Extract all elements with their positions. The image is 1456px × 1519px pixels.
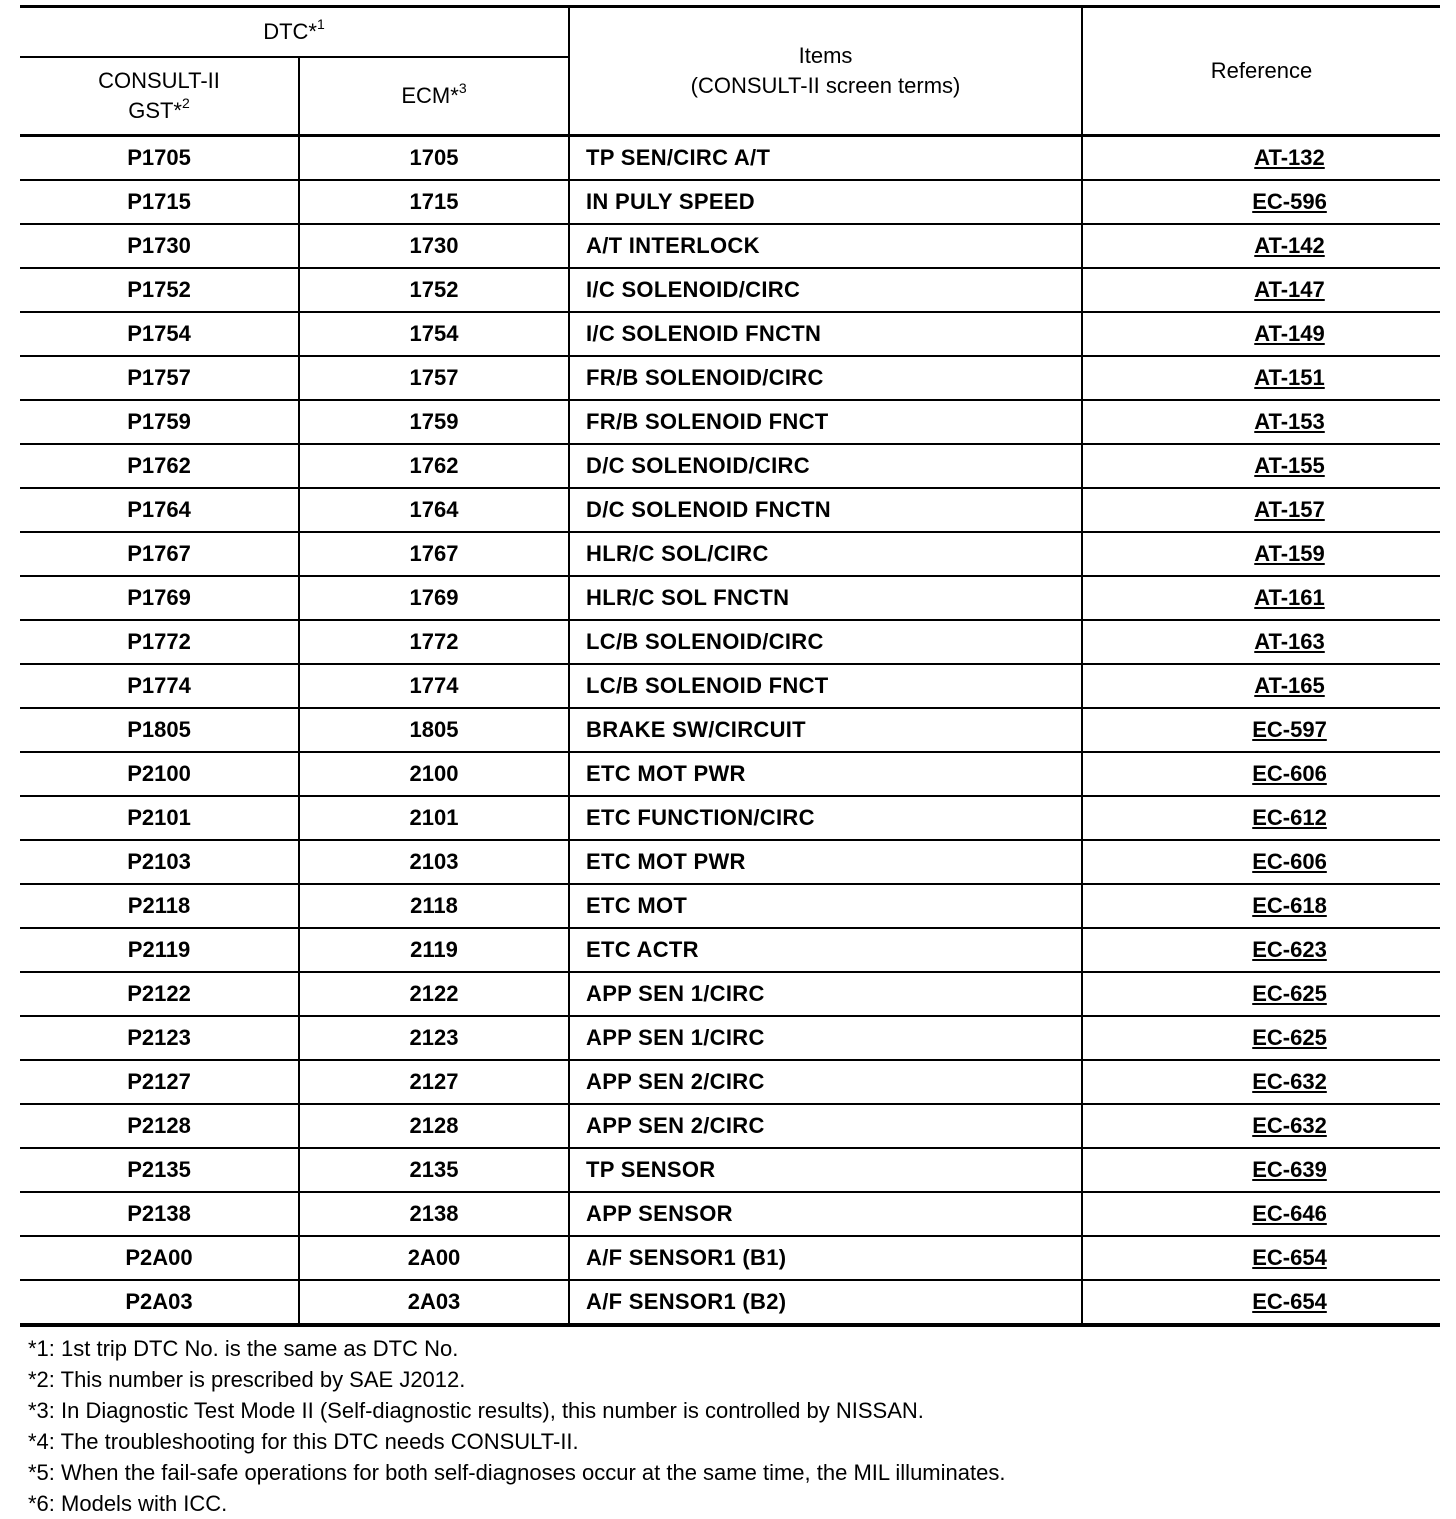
reference-cell [1082, 664, 1440, 708]
reference-cell [1082, 620, 1440, 664]
ecm-header [299, 57, 569, 136]
item-term: I/C SOLENOID/CIRC [569, 268, 1082, 312]
dtc-consult-code: P1715 [20, 180, 299, 224]
item-term: A/F SENSOR1 (B1) [569, 1236, 1082, 1280]
reference-cell [1082, 444, 1440, 488]
item-term: ETC ACTR [569, 928, 1082, 972]
item-term: APP SEN 2/CIRC [569, 1104, 1082, 1148]
table-row [20, 840, 1440, 884]
reference-link[interactable]: EC-618 [1252, 893, 1327, 918]
table-body [20, 136, 1440, 1326]
footnote: *5: When the fail-safe operations for both self-diagnoses occur at the same time, the MIL illuminates. [28, 1460, 1006, 1485]
consult-gst-header [20, 57, 299, 136]
items-header-line1: Items [798, 43, 853, 68]
reference-link[interactable]: AT-165 [1254, 673, 1325, 698]
reference-header [1082, 7, 1440, 136]
dtc-consult-code: P2118 [20, 884, 299, 928]
reference-cell [1082, 1060, 1440, 1104]
item-term: ETC MOT PWR [569, 752, 1082, 796]
reference-cell [1082, 796, 1440, 840]
dtc-ecm-code: 1774 [299, 664, 569, 708]
gst-label: GST* [128, 98, 182, 123]
reference-link[interactable]: AT-149 [1254, 321, 1325, 346]
dtc-consult-code: P2100 [20, 752, 299, 796]
footnote: *3: In Diagnostic Test Mode II (Self-diagnostic results), this number is controlled by NISSAN. [28, 1398, 924, 1423]
table-row [20, 1280, 1440, 1325]
reference-link[interactable]: AT-161 [1254, 585, 1325, 610]
reference-link[interactable]: AT-132 [1254, 145, 1325, 170]
reference-link[interactable]: EC-596 [1252, 189, 1327, 214]
item-term: APP SEN 1/CIRC [569, 1016, 1082, 1060]
ecm-footnote-mark: 3 [458, 79, 467, 96]
item-term: LC/B SOLENOID/CIRC [569, 620, 1082, 664]
dtc-ecm-code: 2103 [299, 840, 569, 884]
reference-link[interactable]: EC-597 [1252, 717, 1327, 742]
dtc-ecm-code: 2127 [299, 1060, 569, 1104]
dtc-consult-code: P2138 [20, 1192, 299, 1236]
reference-cell [1082, 1280, 1440, 1325]
table-row [20, 1148, 1440, 1192]
table-row [20, 1192, 1440, 1236]
table-row [20, 224, 1440, 268]
table-row [20, 488, 1440, 532]
dtc-ecm-code: 2135 [299, 1148, 569, 1192]
reference-cell [1082, 1016, 1440, 1060]
dtc-consult-code: P1757 [20, 356, 299, 400]
reference-link[interactable]: EC-639 [1252, 1157, 1327, 1182]
item-term: APP SENSOR [569, 1192, 1082, 1236]
reference-header-label: Reference [1210, 58, 1313, 83]
reference-link[interactable]: AT-153 [1254, 409, 1325, 434]
items-header [569, 7, 1082, 136]
dtc-ecm-code: 1764 [299, 488, 569, 532]
dtc-consult-code: P2122 [20, 972, 299, 1016]
reference-cell [1082, 972, 1440, 1016]
reference-link[interactable]: EC-654 [1252, 1289, 1327, 1314]
dtc-ecm-code: 1705 [299, 136, 569, 181]
reference-link[interactable]: AT-163 [1254, 629, 1325, 654]
dtc-consult-code: P2A00 [20, 1236, 299, 1280]
reference-link[interactable]: AT-142 [1254, 233, 1325, 258]
item-term: HLR/C SOL FNCTN [569, 576, 1082, 620]
dtc-consult-code: P1774 [20, 664, 299, 708]
dtc-ecm-code: 1752 [299, 268, 569, 312]
reference-cell [1082, 1104, 1440, 1148]
table-row [20, 708, 1440, 752]
item-term: ETC MOT PWR [569, 840, 1082, 884]
item-term: ETC FUNCTION/CIRC [569, 796, 1082, 840]
reference-cell [1082, 224, 1440, 268]
reference-cell [1082, 356, 1440, 400]
reference-cell [1082, 1236, 1440, 1280]
reference-link[interactable]: EC-632 [1252, 1113, 1327, 1138]
reference-link[interactable]: EC-654 [1252, 1245, 1327, 1270]
dtc-group-header [20, 7, 569, 58]
reference-cell [1082, 840, 1440, 884]
dtc-ecm-code: 2128 [299, 1104, 569, 1148]
dtc-consult-code: P1772 [20, 620, 299, 664]
item-term: TP SENSOR [569, 1148, 1082, 1192]
reference-cell [1082, 752, 1440, 796]
dtc-ecm-code: 1754 [299, 312, 569, 356]
reference-link[interactable]: EC-612 [1252, 805, 1327, 830]
dtc-consult-code: P1759 [20, 400, 299, 444]
table-row [20, 884, 1440, 928]
item-term: HLR/C SOL/CIRC [569, 532, 1082, 576]
dtc-ecm-code: 1730 [299, 224, 569, 268]
dtc-ecm-code: 2138 [299, 1192, 569, 1236]
reference-cell [1082, 928, 1440, 972]
reference-link[interactable]: EC-623 [1252, 937, 1327, 962]
dtc-ecm-code: 2A03 [299, 1280, 569, 1325]
dtc-ecm-code: 2101 [299, 796, 569, 840]
table-row [20, 972, 1440, 1016]
dtc-ecm-code: 2A00 [299, 1236, 569, 1280]
ecm-label: ECM* [401, 83, 459, 108]
dtc-consult-code: P1805 [20, 708, 299, 752]
table-row [20, 752, 1440, 796]
table-row [20, 1016, 1440, 1060]
footnote: *6: Models with ICC. [28, 1491, 228, 1516]
consult-header-line1: CONSULT-II [98, 68, 220, 93]
item-term: BRAKE SW/CIRCUIT [569, 708, 1082, 752]
items-header-line2: (CONSULT-II screen terms) [690, 73, 961, 98]
table-row [20, 576, 1440, 620]
reference-cell [1082, 136, 1440, 181]
dtc-consult-code: P2101 [20, 796, 299, 840]
reference-cell [1082, 268, 1440, 312]
reference-cell [1082, 180, 1440, 224]
dtc-consult-code: P2119 [20, 928, 299, 972]
item-term: TP SEN/CIRC A/T [569, 136, 1082, 181]
dtc-ecm-code: 1767 [299, 532, 569, 576]
dtc-ecm-code: 2122 [299, 972, 569, 1016]
dtc-ecm-code: 1759 [299, 400, 569, 444]
dtc-table [20, 5, 1440, 1327]
footnotes [28, 1333, 1440, 1519]
dtc-ecm-code: 1769 [299, 576, 569, 620]
dtc-consult-code: P1764 [20, 488, 299, 532]
item-term: IN PULY SPEED [569, 180, 1082, 224]
reference-cell [1082, 884, 1440, 928]
table-row [20, 444, 1440, 488]
table-row [20, 532, 1440, 576]
item-term: A/T INTERLOCK [569, 224, 1082, 268]
item-term: ETC MOT [569, 884, 1082, 928]
consult-header-line2 [20, 96, 298, 126]
item-term: D/C SOLENOID FNCTN [569, 488, 1082, 532]
reference-cell [1082, 576, 1440, 620]
dtc-ecm-code: 1715 [299, 180, 569, 224]
reference-cell [1082, 708, 1440, 752]
dtc-consult-code: P1754 [20, 312, 299, 356]
table-row [20, 136, 1440, 181]
dtc-consult-code: P1762 [20, 444, 299, 488]
table-row [20, 356, 1440, 400]
document [20, 5, 1440, 1519]
dtc-consult-code: P2123 [20, 1016, 299, 1060]
table-header [20, 7, 1440, 136]
reference-cell [1082, 488, 1440, 532]
dtc-consult-code: P2135 [20, 1148, 299, 1192]
gst-footnote-mark: 2 [182, 94, 190, 111]
reference-link[interactable]: EC-625 [1252, 1025, 1327, 1050]
reference-cell [1082, 1148, 1440, 1192]
dtc-ecm-code: 2119 [299, 928, 569, 972]
table-row [20, 664, 1440, 708]
footnote: *2: This number is prescribed by SAE J2012. [28, 1367, 466, 1392]
reference-cell [1082, 400, 1440, 444]
reference-link[interactable]: AT-155 [1254, 453, 1325, 478]
reference-link[interactable]: EC-632 [1252, 1069, 1327, 1094]
dtc-consult-code: P1767 [20, 532, 299, 576]
reference-link[interactable]: EC-625 [1252, 981, 1327, 1006]
dtc-ecm-code: 1762 [299, 444, 569, 488]
dtc-ecm-code: 1757 [299, 356, 569, 400]
dtc-consult-code: P2A03 [20, 1280, 299, 1325]
reference-link[interactable]: AT-157 [1254, 497, 1325, 522]
dtc-ecm-code: 1805 [299, 708, 569, 752]
table-row [20, 180, 1440, 224]
dtc-ecm-code: 2118 [299, 884, 569, 928]
dtc-consult-code: P2103 [20, 840, 299, 884]
table-row [20, 928, 1440, 972]
reference-link[interactable]: EC-646 [1252, 1201, 1327, 1226]
item-term: D/C SOLENOID/CIRC [569, 444, 1082, 488]
table-row [20, 620, 1440, 664]
table-row [20, 1104, 1440, 1148]
reference-link[interactable]: AT-151 [1254, 365, 1325, 390]
item-term: APP SEN 2/CIRC [569, 1060, 1082, 1104]
item-term: I/C SOLENOID FNCTN [569, 312, 1082, 356]
table-row [20, 1236, 1440, 1280]
table-row [20, 312, 1440, 356]
reference-cell [1082, 312, 1440, 356]
item-term: A/F SENSOR1 (B2) [569, 1280, 1082, 1325]
table-row [20, 400, 1440, 444]
dtc-ecm-code: 2100 [299, 752, 569, 796]
table-row [20, 268, 1440, 312]
dtc-consult-code: P1769 [20, 576, 299, 620]
dtc-ecm-code: 2123 [299, 1016, 569, 1060]
reference-link[interactable]: AT-147 [1254, 277, 1325, 302]
footnote: *4: The troubleshooting for this DTC needs CONSULT-II. [28, 1429, 579, 1454]
dtc-ecm-code: 1772 [299, 620, 569, 664]
dtc-footnote-mark: 1 [317, 15, 325, 32]
dtc-consult-code: P1705 [20, 136, 299, 181]
item-term: FR/B SOLENOID FNCT [569, 400, 1082, 444]
item-term: APP SEN 1/CIRC [569, 972, 1082, 1016]
reference-link[interactable]: EC-606 [1252, 849, 1327, 874]
dtc-label: DTC* [263, 19, 317, 44]
dtc-consult-code: P1730 [20, 224, 299, 268]
footnote: *1: 1st trip DTC No. is the same as DTC No. [28, 1336, 459, 1361]
dtc-consult-code: P2127 [20, 1060, 299, 1104]
dtc-consult-code: P2128 [20, 1104, 299, 1148]
reference-cell [1082, 532, 1440, 576]
table-row [20, 796, 1440, 840]
item-term: LC/B SOLENOID FNCT [569, 664, 1082, 708]
dtc-consult-code: P1752 [20, 268, 299, 312]
item-term: FR/B SOLENOID/CIRC [569, 356, 1082, 400]
reference-cell [1082, 1192, 1440, 1236]
reference-link[interactable]: AT-159 [1254, 541, 1325, 566]
reference-link[interactable]: EC-606 [1252, 761, 1327, 786]
table-row [20, 1060, 1440, 1104]
